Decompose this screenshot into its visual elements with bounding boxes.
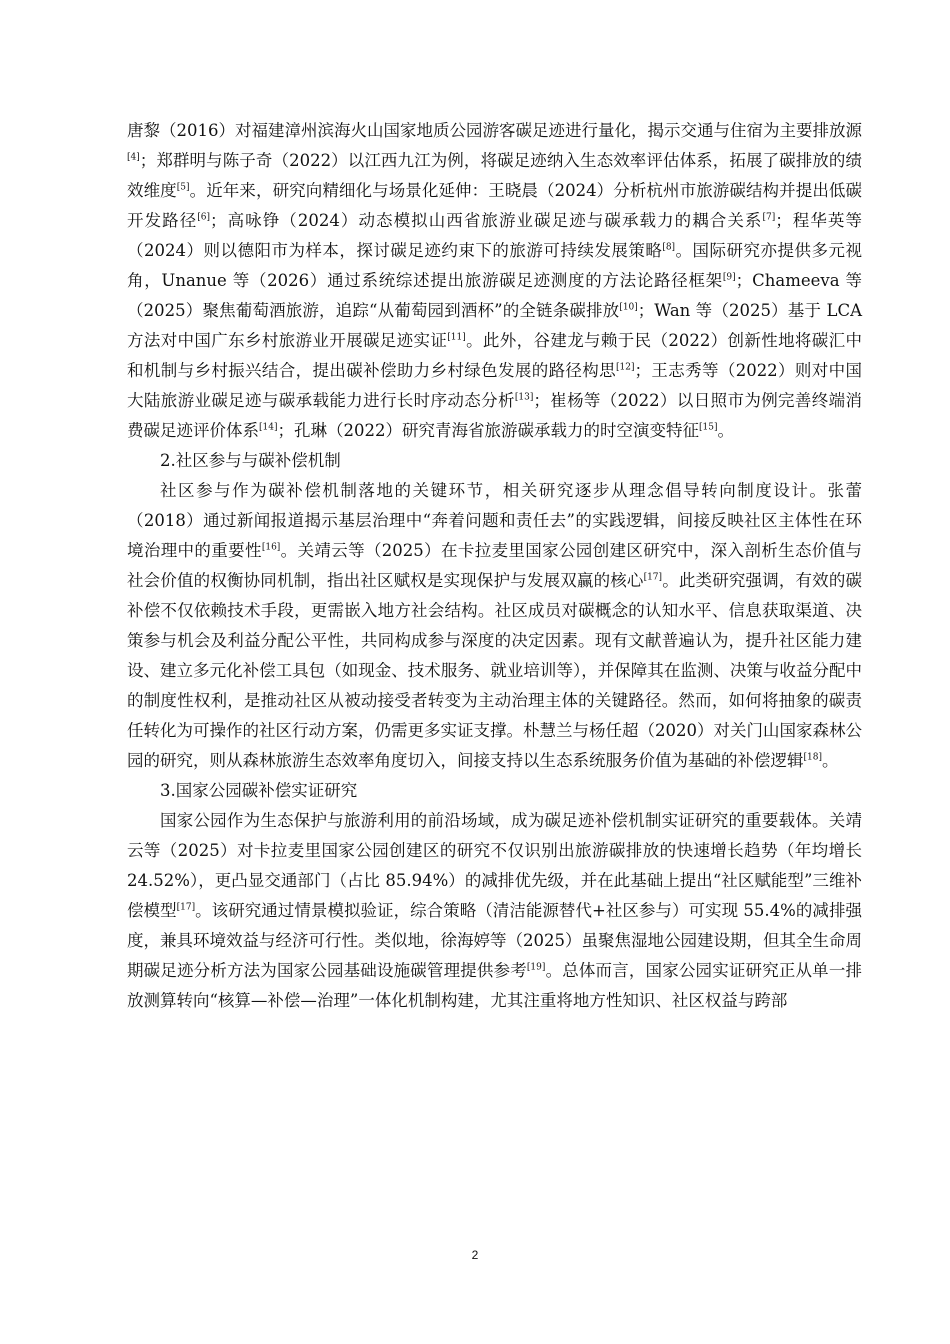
text-run: ；王志秀等（2022）则对中国大陆旅游业碳足迹与碳承载能力进行长时序动态分析 — [127, 361, 862, 410]
text-run: 。 — [821, 751, 839, 770]
text-run: 。近年来，研究向精细化与场景化延伸：王晓晨（2024）分析杭州市旅游碳结构并提出低碳开发路径 — [127, 181, 863, 230]
text-run: 。国际研究亦提供多元视角，Unanue 等（2026）通过系统综述提出旅游碳足迹测度的方法论路径框架 — [127, 241, 862, 290]
text-run: 。关靖云等（2025）在卡拉麦里国家公园创建区研究中，深入剖析生态价值与社会价值的权衡协同机制，指出社区赋权是实现保护与发展双赢的核心 — [127, 541, 863, 590]
citation-superscript: [15] — [698, 422, 718, 433]
text-run: 国家公园作为生态保护与旅游利用的前沿场域，成为碳足迹补偿机制实证研究的重要载体。关靖云等（2025）对卡拉麦里国家公园创建区的研究不仅识别出旅游碳排放的快速增长趋势（年均增长 24.52%），更凸显交通部门（占比 85.94%）的减排优先级，并在此基础上提出“社区赋能型”三维补偿模型 — [127, 811, 862, 920]
paragraph — [127, 806, 862, 1016]
text-run: ；孔琳（2022）研究青海省旅游碳承载力的时空演变特征 — [277, 421, 699, 440]
text-run: 。此类研究强调，有效的碳补偿不仅依赖技术手段，更需嵌入地方社会结构。社区成员对碳概念的认知水平、信息获取渠道、决策参与机会及利益分配公平性，共同构成参与深度的决定因素。现有文献普遍认为，提升社区能力建设、建立多元化补偿工具包（如现金、技术服务、就业培训等），并保障其在监测、决策与收益分配中的制度性权利，是推动社区从被动接受者转变为主动治理主体的关键路径。然而，如何将抽象的碳责任转化为可操作的社区行动方案，仍需更多实证支撑。朴慧兰与杨任超（2020）对关门山国家森林公园的研究，则从森林旅游生态效率角度切入，间接支持以生态系统服务价值为基础的补偿逻辑 — [127, 571, 863, 770]
text-run: ；崔杨等（2022）以日照市为例完善终端消费碳足迹评价体系 — [127, 391, 863, 440]
citation-superscript: [17] — [176, 902, 196, 913]
text-run: 。该研究通过情景模拟验证，综合策略（清洁能源替代+社区参与）可实现 55.4%的减排强度，兼具环境效益与经济可行性。类似地，徐海婷等（2025）虽聚焦湿地公园建设期，但其全生命周期碳足迹分析方法为国家公园基础设施碳管理提供参考 — [127, 901, 862, 980]
citation-superscript: [13] — [514, 392, 534, 403]
page-number: 2 — [471, 1248, 479, 1262]
citation-superscript: [10] — [619, 302, 638, 313]
text-run: ；高咏铮（2024）动态模拟山西省旅游业碳足迹与碳承载力的耦合关系 — [210, 211, 763, 230]
text-run: ；Wan 等（2025）基于 LCA 方法对中国广东乡村旅游业开展碳足迹实证 — [127, 301, 862, 350]
citation-superscript: [8] — [662, 242, 676, 253]
citation-superscript: [5] — [176, 182, 190, 193]
body-text — [127, 116, 862, 1016]
text-run: 。总体而言，国家公园实证研究正从单一排放测算转向“核算—补偿—治理”一体化机制构建，尤其注重将地方性知识、社区权益与跨部 — [127, 961, 863, 1010]
section-heading: 3.国家公园碳补偿实证研究 — [160, 781, 358, 800]
citation-superscript: [6] — [197, 212, 211, 223]
citation-superscript: [18] — [803, 752, 822, 763]
text-run: 。此外，谷建龙与赖于民（2022）创新性地将碳汇中和机制与乡村振兴结合，提出碳补偿助力乡村绿色发展的路径构思 — [127, 331, 862, 380]
citation-superscript: [17] — [643, 572, 663, 583]
text-run: ；程华英等（2024）则以德阳市为样本，探讨碳足迹约束下的旅游可持续发展策略 — [127, 211, 862, 260]
paragraph — [127, 476, 862, 776]
citation-superscript: [7] — [762, 212, 776, 223]
citation-superscript: [14] — [259, 422, 278, 433]
text-run: 社区参与作为碳补偿机制落地的关键环节，相关研究逐步从理念倡导转向制度设计。张蕾（2018）通过新闻报道揭示基层治理中“奔着问题和责任去”的实践逻辑，间接反映社区主体性在环境治理中的重要性 — [127, 481, 862, 560]
citation-superscript: [9] — [722, 272, 736, 283]
text-run: ；Chameeva 等（2025）聚焦葡萄酒旅游，追踪“从葡萄园到酒杯”的全链条碳排放 — [127, 271, 863, 320]
text-run: 。 — [717, 421, 734, 440]
citation-superscript: [11] — [447, 332, 466, 343]
citation-superscript: [16] — [261, 542, 281, 553]
text-run: ；郑群明与陈子奇（2022）以江西九江为例，将碳足迹纳入生态效率评估体系，拓展了碳排放的绩效维度 — [127, 151, 862, 200]
citation-superscript: [19] — [526, 962, 546, 973]
paragraph — [127, 116, 862, 446]
text-run: 唐黎（2016）对福建漳州滨海火山国家地质公园游客碳足迹进行量化，揭示交通与住宿为主要排放源 — [127, 121, 862, 140]
section-heading: 2.社区参与与碳补偿机制 — [160, 451, 341, 470]
citation-superscript: [4] — [127, 152, 140, 163]
citation-superscript: [12] — [616, 362, 635, 373]
